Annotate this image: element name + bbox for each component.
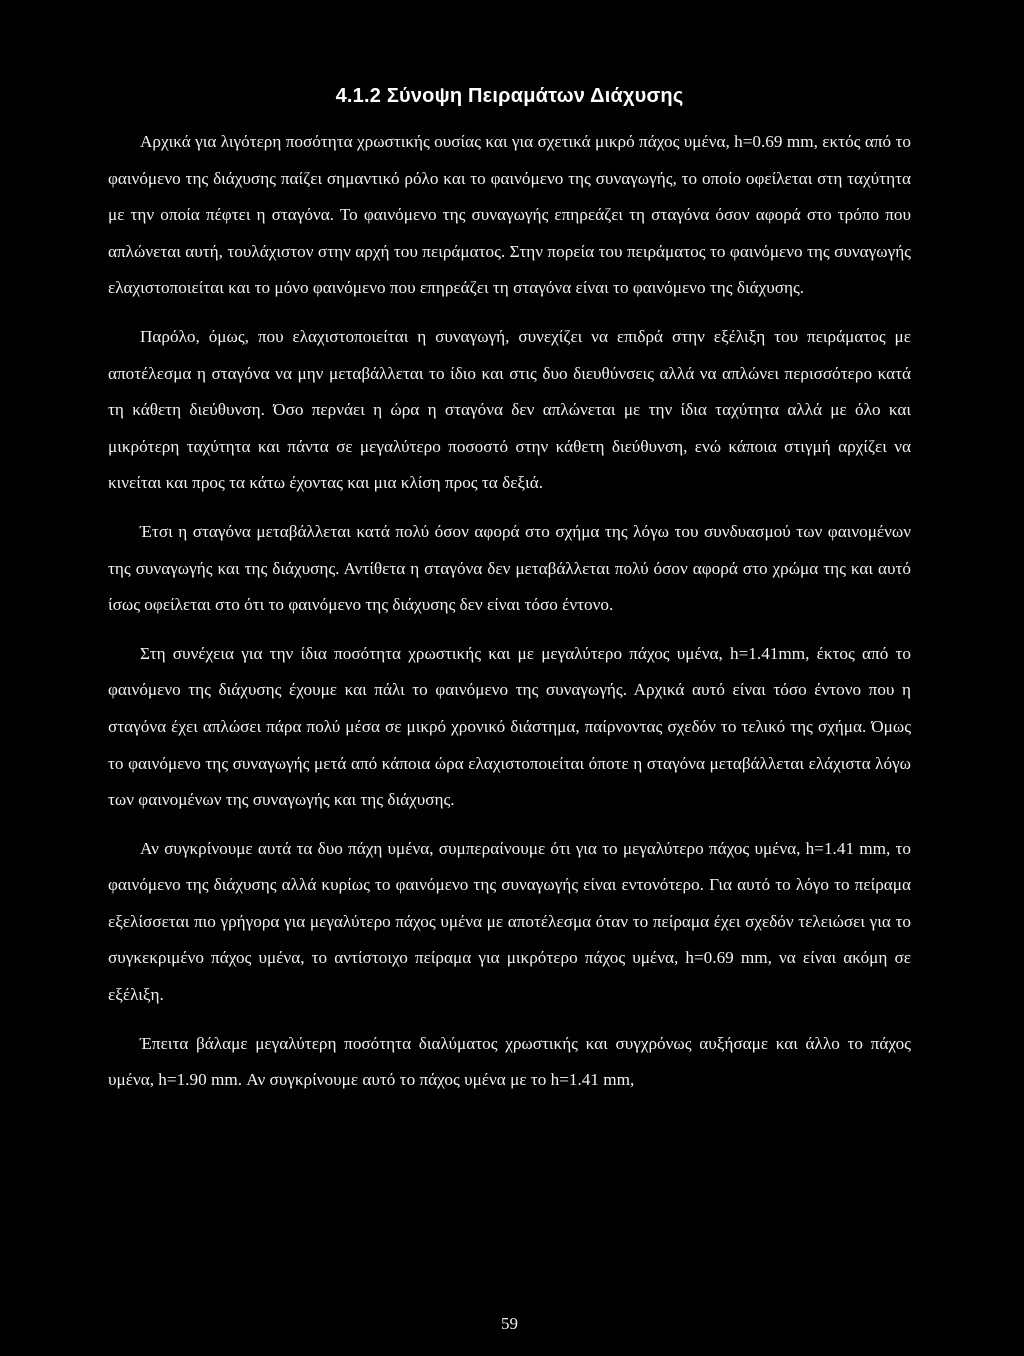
paragraph-5: Αν συγκρίνουμε αυτά τα δυο πάχη υμένα, συμπεραίνουμε ότι για το μεγαλύτερο πάχος υμένα, h=1.41 mm, το φαινόμενο της διάχυσης αλλά κυρίως το φαινόμενο της συναγωγής είναι εντονότερο. Για αυτό το λόγο το πείραμα εξελίσσεται πιο γρήγορα για μεγαλύτερο πάχος υμένα με αποτέλεσμα όταν το πείραμα έχει σχεδόν τελειώσει για το συγκεκριμένο πάχος υμένα, το αντίστοιχο πείραμα για μικρότερο πάχος υμένα, h=0.69 mm, να είναι ακόμη σε εξέλιξη. xyxy=(108,838,911,1005)
paragraph-2: Παρόλο, όμως, που ελαχιστοποιείται η συναγωγή, συνεχίζει να επιδρά στην εξέλιξη του πειράματος με αποτέλεσμα η σταγόνα να μην μεταβάλλεται το ίδιο και στις δυο διευθύνσεις αλλά να απλώνει περισσότερο κατά τη κάθετη διεύθυνση. Όσο περνάει η ώρα η σταγόνα δεν απλώνεται με την ίδια ταχύτητα αλλά με όλο και μικρότερη ταχύτητα και πάντα σε μεγαλύτερο ποσοστό στην κάθετη διεύθυνση, ενώ κάποια στιγμή αρχίζει να κινείται και προς τα κάτω έχοντας και μια κλίση προς τα δεξιά. xyxy=(108,326,911,493)
paragraph-6: Έπειτα βάλαμε μεγαλύτερη ποσότητα διαλύματος χρωστικής και συγχρόνως αυξήσαμε και άλλο το πάχος υμένα, h=1.90 mm. Αν συγκρίνουμε αυτό το πάχος υμένα με το h=1.41 mm, xyxy=(108,1033,911,1090)
body-text xyxy=(108,124,911,1111)
paragraph-1: Αρχικά για λιγότερη ποσότητα χρωστικής ουσίας και για σχετικά μικρό πάχος υμένα, h=0.69 mm, εκτός από το φαινόμενο της διάχυσης παίζει σημαντικό ρόλο και το φαινόμενο της συναγωγής, το οποίο οφείλεται στη ταχύτητα με την οποία πέφτει η σταγόνα. Το φαινόμενο της συναγωγής επηρεάζει τη σταγόνα όσον αφορά στο τρόπο που απλώνεται αυτή, τουλάχιστον στην αρχή του πειράματος. Στην πορεία του πειράματος το φαινόμενο της συναγωγής ελαχιστοποιείται και το μόνο φαινόμενο που επηρεάζει τη σταγόνα είναι το φαινόμενο της διάχυσης. xyxy=(108,132,911,298)
page-number: 59 xyxy=(501,1314,518,1333)
document-page xyxy=(108,0,911,1356)
paragraph-3: Έτσι η σταγόνα μεταβάλλεται κατά πολύ όσον αφορά στο σχήμα της λόγω του συνδυασμού των φαινομένων της συναγωγής και της διάχυσης. Αντίθετα η σταγόνα δεν μεταβάλλεται πολύ όσον αφορά στο χρώμα της και αυτό ίσως οφείλεται στο ότι το φαινόμενο της διάχυσης δεν είναι τόσο έντονο. xyxy=(108,521,911,615)
section-heading: 4.1.2 Σύνοψη Πειραμάτων Διάχυσης xyxy=(335,85,684,107)
paragraph-4: Στη συνέχεια για την ίδια ποσότητα χρωστικής και με μεγαλύτερο πάχος υμένα, h=1.41mm, έκτος από το φαινόμενο της διάχυσης έχουμε και πάλι το φαινόμενο της συναγωγής. Αρχικά αυτό είναι τόσο έντονο που η σταγόνα έχει απλώσει πάρα πολύ μέσα σε μικρό χρονικό διάστημα, παίρνοντας σχεδόν το τελικό της σχήμα. Όμως το φαινόμενο της συναγωγής μετά από κάποια ώρα ελαχιστοποιείται όποτε η σταγόνα μεταβάλλεται ελάχιστα λόγω των φαινομένων της συναγωγής και της διάχυσης. xyxy=(108,643,911,810)
